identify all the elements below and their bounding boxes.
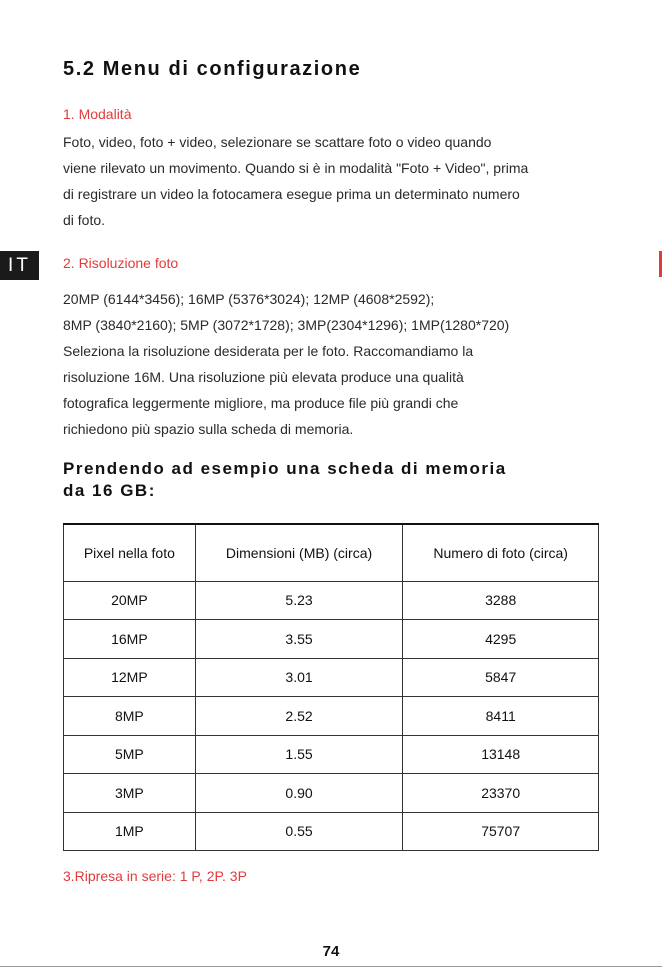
text-line: Seleziona la risoluzione desiderata per le foto. Raccomandiamo la bbox=[63, 343, 474, 359]
cell-size: 1.55 bbox=[195, 735, 403, 774]
cell-size: 2.52 bbox=[195, 697, 403, 736]
cell-pixel: 5MP bbox=[64, 735, 196, 774]
cell-pixel: 3MP bbox=[64, 774, 196, 813]
cell-pixel: 1MP bbox=[64, 812, 196, 851]
paragraph-modalita bbox=[63, 129, 623, 233]
cell-count: 23370 bbox=[403, 774, 599, 813]
cell-size: 3.01 bbox=[195, 658, 403, 697]
cell-count: 13148 bbox=[403, 735, 599, 774]
paragraph-risoluzione bbox=[63, 286, 623, 442]
table-row bbox=[64, 697, 599, 736]
text-line: 8MP (3840*2160); 5MP (3072*1728); 3MP(2304*1296); 1MP(1280*720) bbox=[63, 317, 510, 333]
cell-count: 3288 bbox=[403, 581, 599, 620]
table-header-row bbox=[64, 524, 599, 581]
table-row bbox=[64, 620, 599, 659]
text-line: 20MP (6144*3456); 16MP (5376*3024); 12MP (4608*2592); bbox=[63, 291, 435, 307]
text-line: risoluzione 16M. Una risoluzione più elevata produce una qualità bbox=[63, 369, 464, 385]
text-line: viene rilevato un movimento. Quando si è in modalità "Foto + Video", prima bbox=[63, 160, 529, 176]
text-line: richiedono più spazio sulla scheda di memoria. bbox=[63, 421, 354, 437]
cell-count: 4295 bbox=[403, 620, 599, 659]
cell-size: 0.55 bbox=[195, 812, 403, 851]
resolution-table bbox=[63, 523, 599, 851]
example-heading-line: Prendendo ad esempio una scheda di memoria bbox=[63, 459, 507, 478]
table-row bbox=[64, 581, 599, 620]
footer-divider bbox=[0, 966, 662, 967]
header-pixel: Pixel nella foto bbox=[64, 524, 196, 581]
cell-size: 0.90 bbox=[195, 774, 403, 813]
text-line: di foto. bbox=[63, 212, 106, 228]
table-row bbox=[64, 774, 599, 813]
cell-size: 5.23 bbox=[195, 581, 403, 620]
cell-count: 5847 bbox=[403, 658, 599, 697]
example-heading bbox=[63, 458, 603, 502]
example-heading-line: da 16 GB: bbox=[63, 481, 156, 500]
cell-pixel: 12MP bbox=[64, 658, 196, 697]
subsection-title-risoluzione: 2. Risoluzione foto bbox=[63, 255, 179, 271]
cell-pixel: 16MP bbox=[64, 620, 196, 659]
cell-pixel: 8MP bbox=[64, 697, 196, 736]
cell-count: 75707 bbox=[403, 812, 599, 851]
cell-pixel: 20MP bbox=[64, 581, 196, 620]
subsection-title-ripresa: 3.Ripresa in serie: 1 P, 2P. 3P bbox=[63, 868, 247, 884]
text-line: fotografica leggermente migliore, ma produce file più grandi che bbox=[63, 395, 459, 411]
table-row bbox=[64, 658, 599, 697]
table-row bbox=[64, 812, 599, 851]
section-heading: 5.2 Menu di configurazione bbox=[63, 58, 362, 80]
text-line: Foto, video, foto + video, selezionare se scattare foto o video quando bbox=[63, 134, 492, 150]
header-count: Numero di foto (circa) bbox=[403, 524, 599, 581]
language-tab: IT bbox=[0, 251, 39, 280]
table-row bbox=[64, 735, 599, 774]
page-number: 74 bbox=[322, 943, 340, 960]
text-line: di registrare un video la fotocamera esegue prima un determinato numero bbox=[63, 186, 520, 202]
cell-size: 3.55 bbox=[195, 620, 403, 659]
cell-count: 8411 bbox=[403, 697, 599, 736]
header-size: Dimensioni (MB) (circa) bbox=[195, 524, 403, 581]
subsection-title-modalita: 1. Modalità bbox=[63, 106, 132, 122]
